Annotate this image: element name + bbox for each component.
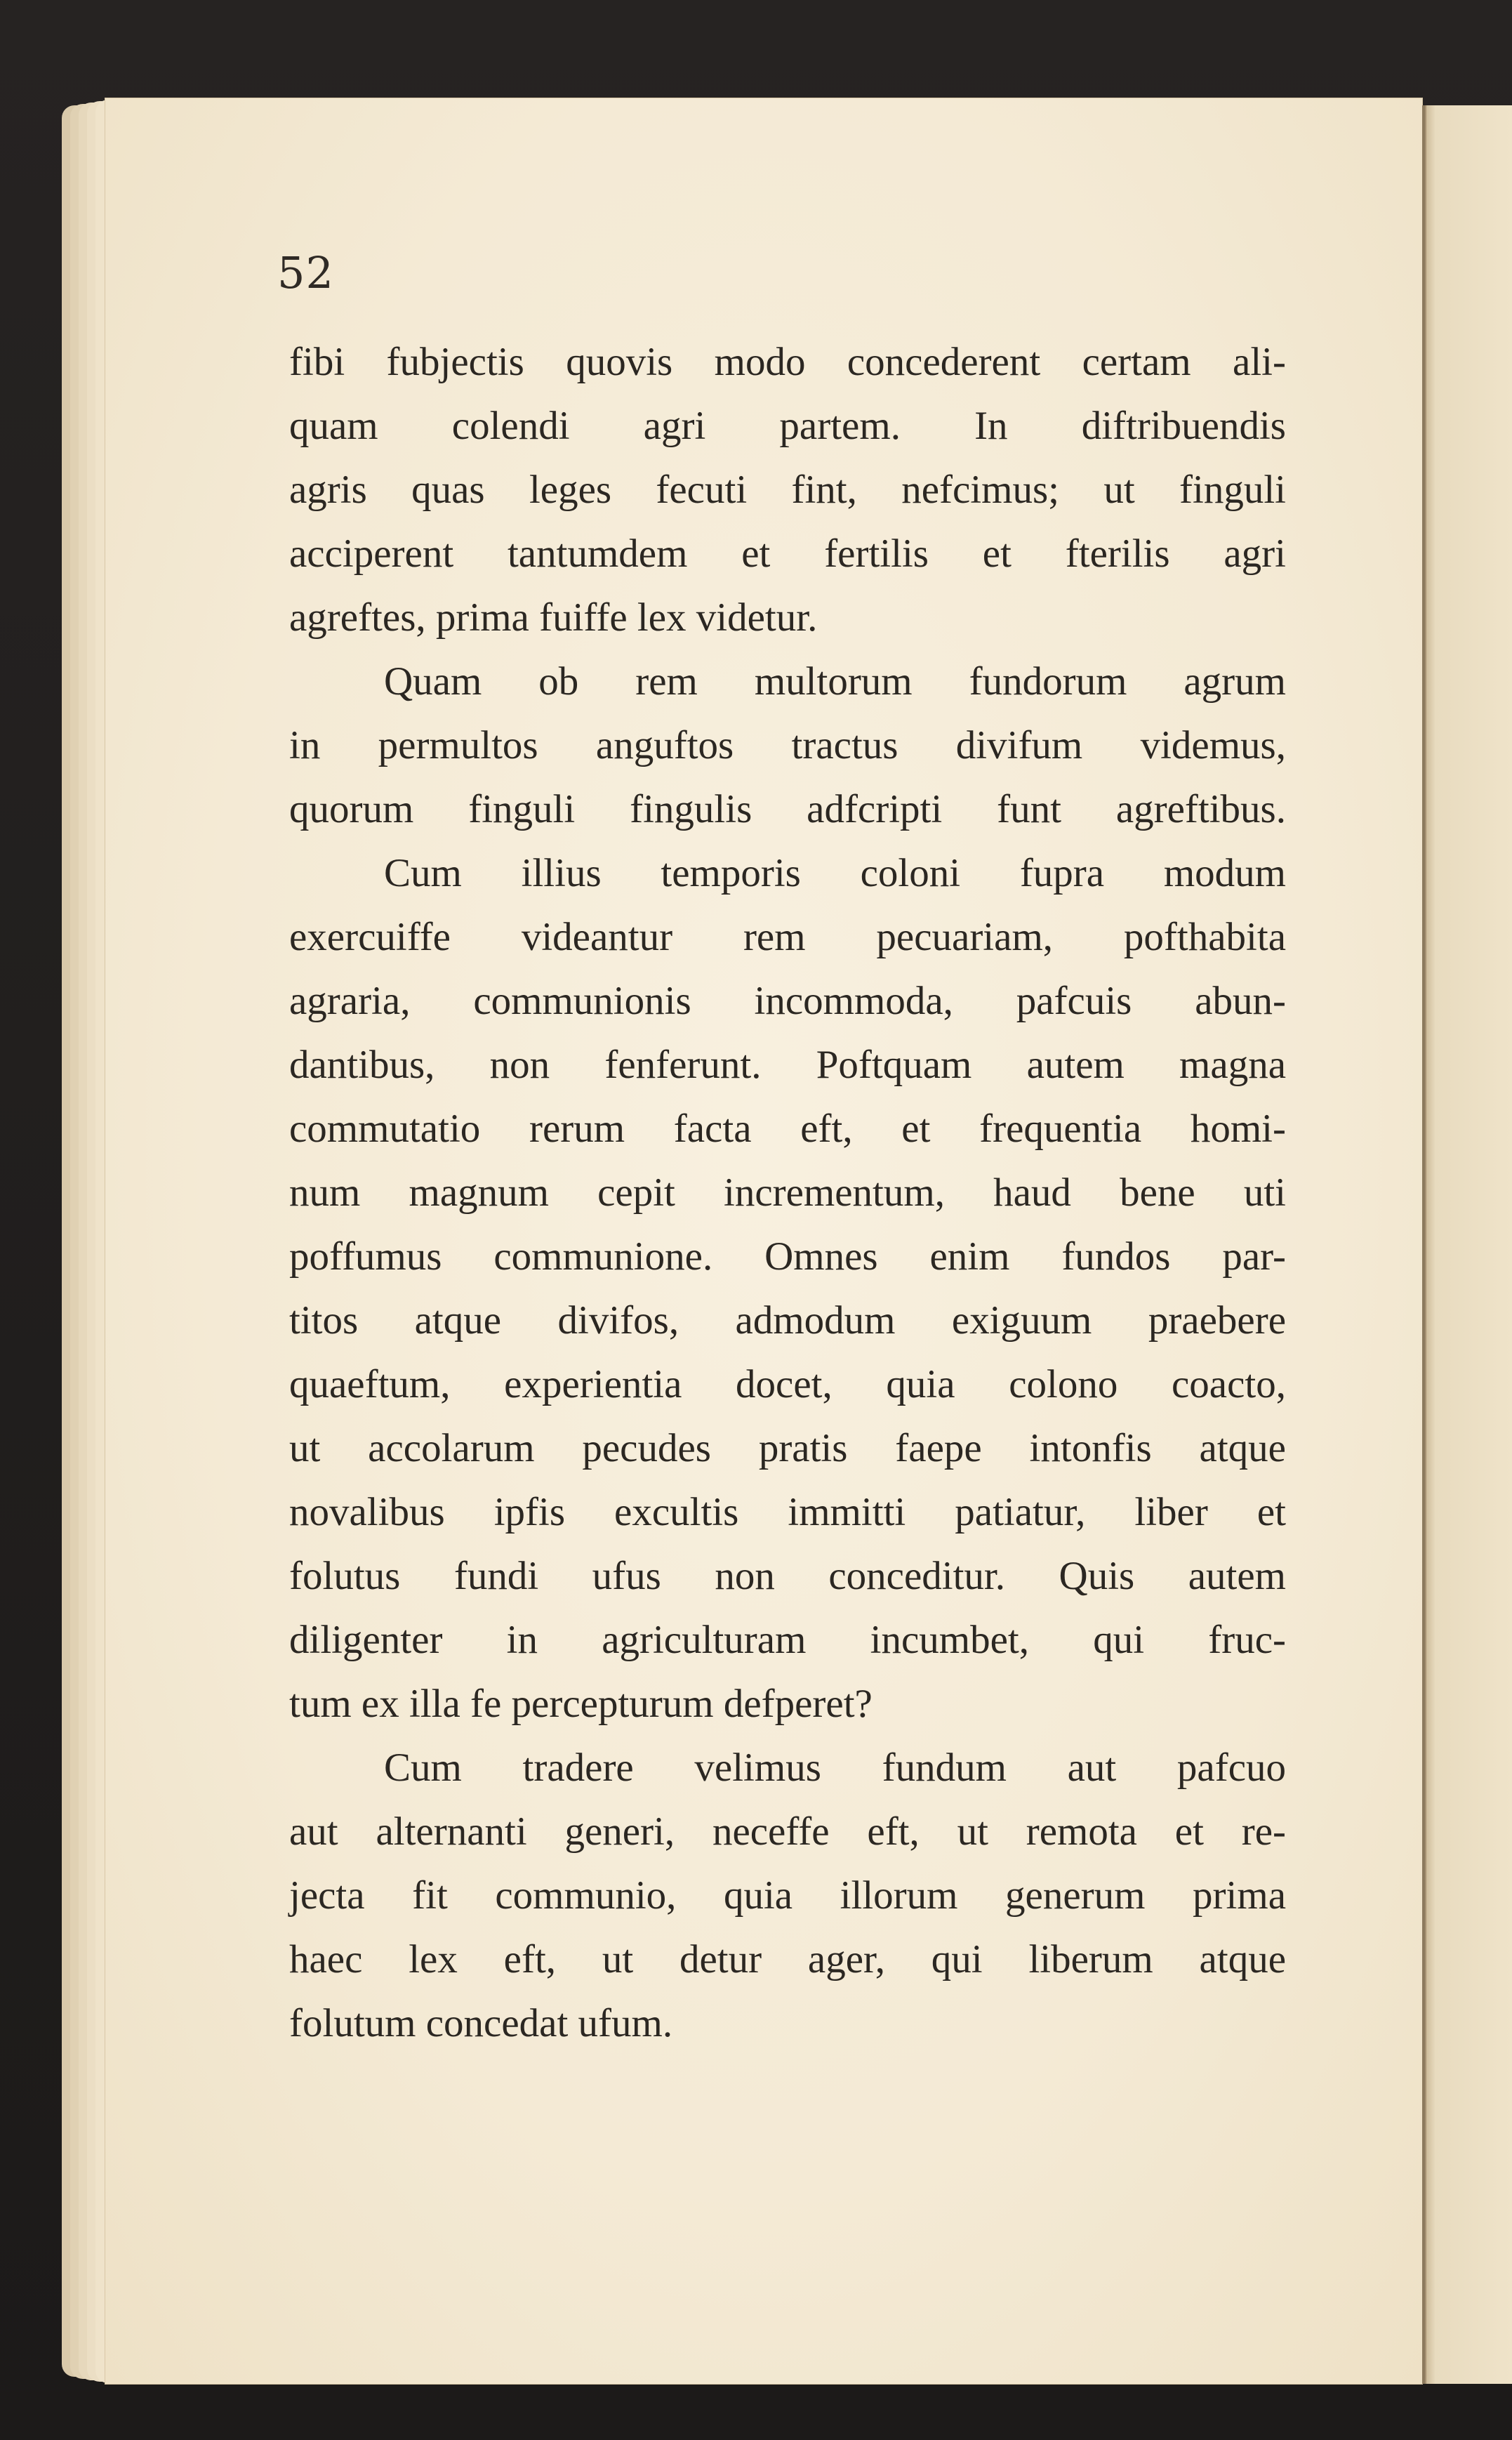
text-line: Quam ob rem multorum fundorum agrum	[384, 659, 1286, 704]
text-line: dantibus, non fenferunt. Poftquam autem magna	[289, 1043, 1286, 1087]
text-line: agraria, communionis incommoda, pafcuis abun-	[289, 979, 1286, 1023]
text-line: ut accolarum pecudes pratis faepe intonfis atque	[289, 1426, 1286, 1470]
text-line: titos atque divifos, admodum exiguum praebere	[289, 1298, 1286, 1343]
text-line: quam colendi agri partem. In diftribuendis	[289, 404, 1286, 448]
text-line: haec lex eft, ut detur ager, qui liberum atque	[289, 1937, 1286, 1981]
text-line: jecta fit communio, quia illorum generum prima	[289, 1873, 1286, 1918]
text-line: fibi fubjectis quovis modo concederent certam ali-	[289, 340, 1286, 384]
text-line: poffumus communione. Omnes enim fundos par-	[289, 1234, 1286, 1279]
text-line: num magnum cepit incrementum, haud bene uti	[289, 1170, 1286, 1215]
text-line: in permultos anguftos tractus divifum videmus,	[289, 723, 1286, 767]
text-line: exercuiffe videantur rem pecuariam, pofthabita	[289, 915, 1286, 959]
text-line: Cum tradere velimus fundum aut pafcuo	[384, 1746, 1286, 1790]
text-line: tum ex illa fe percepturum defperet?	[289, 1682, 873, 1726]
text-line: agris quas leges fecuti fint, nefcimus; ut finguli	[289, 468, 1286, 512]
body-text	[289, 330, 1286, 2055]
facing-page-edge	[1425, 105, 1512, 2384]
text-line: aut alternanti generi, neceffe eft, ut remota et re-	[289, 1809, 1286, 1854]
text-line: folutum concedat ufum.	[289, 2001, 673, 2045]
text-line: quorum finguli fingulis adfcripti funt agreftibus.	[289, 787, 1286, 831]
text-line: folutus fundi ufus non conceditur. Quis autem	[289, 1554, 1286, 1598]
text-line: commutatio rerum facta eft, et frequentia homi-	[289, 1107, 1286, 1151]
text-line: acciperent tantumdem et fertilis et fterilis agri	[289, 532, 1286, 576]
text-line: diligenter in agriculturam incumbet, qui fruc-	[289, 1618, 1286, 1662]
text-line: quaeftum, experientia docet, quia colono coacto,	[289, 1362, 1286, 1406]
text-line: Cum illius temporis coloni fupra modum	[384, 851, 1286, 895]
text-line: novalibus ipfis excultis immitti patiatur, liber et	[289, 1490, 1286, 1534]
page-number: 52	[277, 247, 334, 298]
text-line: agreftes, prima fuiffe lex videtur.	[289, 595, 818, 640]
